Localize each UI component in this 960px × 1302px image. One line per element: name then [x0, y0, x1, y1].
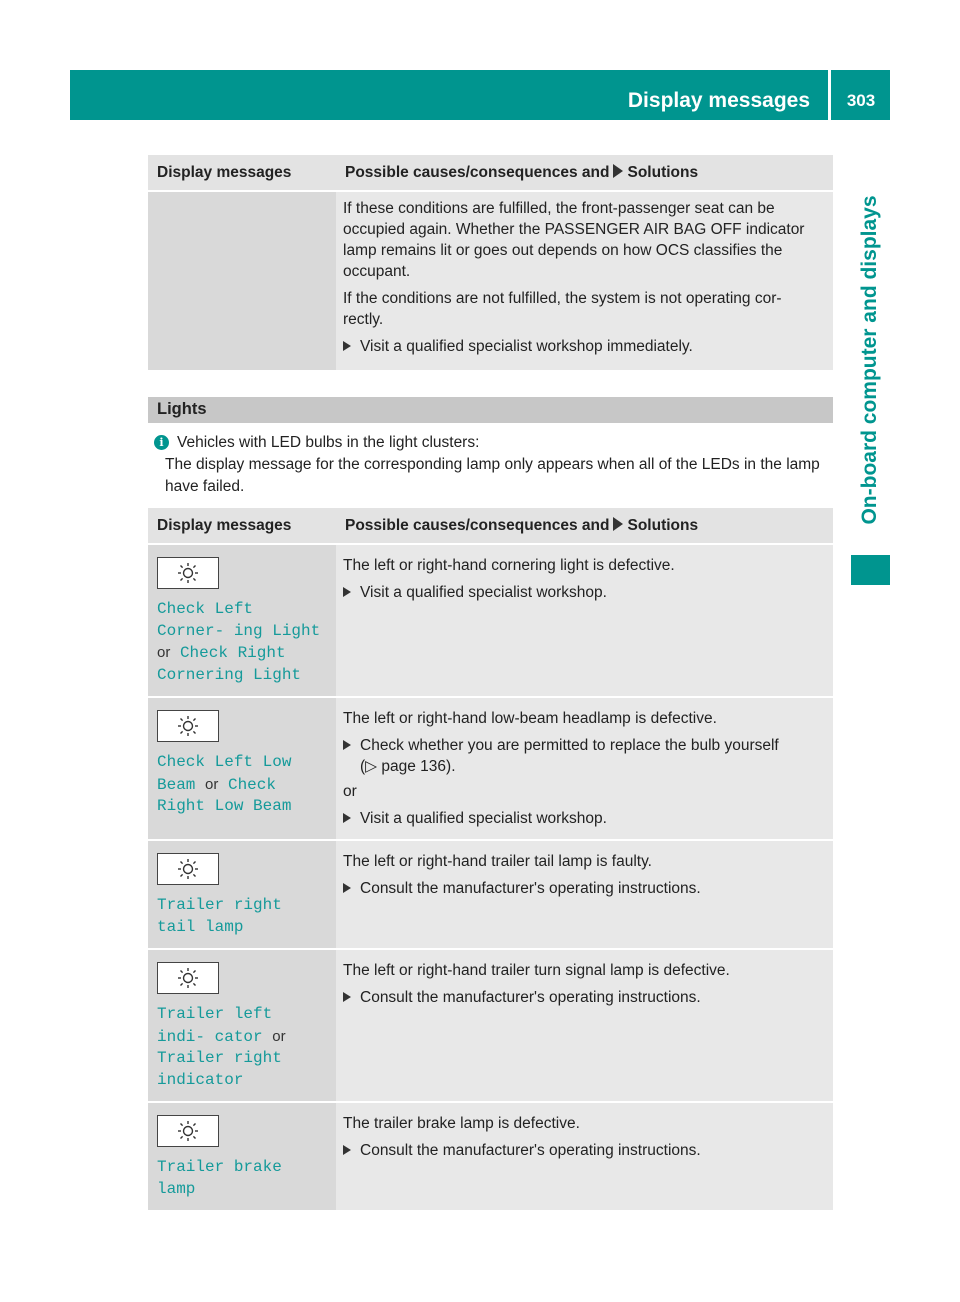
causes-cell [336, 840, 833, 949]
cause-text: The left or right-hand trailer turn signal lamp is defective. [343, 962, 730, 979]
bulb-icon [157, 557, 219, 589]
note-line: The display message for the corresponding lamp only appears when all of the LEDs in the lamp have failed. [165, 456, 820, 495]
display-cell [148, 1102, 336, 1211]
table-header-row [148, 155, 833, 191]
header-title: Display messages [627, 89, 810, 112]
display-cell [148, 697, 336, 840]
header-separator [828, 70, 831, 120]
display-message: Check Left Corner- ing Light or Check Right Cornering Light [157, 600, 321, 684]
display-cell [148, 840, 336, 949]
table-header-row [148, 508, 833, 544]
table-row [148, 191, 833, 371]
lights-table [148, 508, 833, 1212]
display-message: Trailer right tail lamp [157, 896, 282, 936]
table-row [148, 949, 833, 1102]
display-message: Trailer brake lamp [157, 1158, 282, 1198]
solution-step: Check whether you are permitted to replace the bulb yourself (▷ page 136). [343, 735, 826, 777]
display-message: Trailer left indi- cator or Trailer right indicator [157, 1005, 286, 1089]
solution-step: Consult the manufacturer's operating instructions. [343, 1140, 826, 1161]
solution-step: Visit a qualified specialist workshop. [343, 808, 826, 829]
section-heading-bar [148, 397, 833, 423]
display-message: Check Left Low Beam or Check Right Low Beam [157, 753, 292, 815]
table-row [148, 544, 833, 697]
solution-step: Consult the manufacturer's operating instructions. [343, 878, 826, 899]
cause-text: The left or right-hand low-beam headlamp is defective. [343, 710, 717, 727]
or-text: or [343, 783, 357, 800]
solution-step: Visit a qualified specialist workshop. [343, 582, 826, 603]
col-header-causes: Possible causes/consequences and Solutions [336, 508, 833, 544]
table-row [148, 697, 833, 840]
col-header-causes: Possible causes/consequences and Solutions [336, 155, 833, 191]
solution-step: Visit a qualified specialist workshop immediately. [343, 336, 826, 357]
display-cell [148, 544, 336, 697]
table-row [148, 840, 833, 949]
bulb-icon [157, 962, 219, 994]
causes-cell [336, 191, 833, 371]
bulb-icon [157, 710, 219, 742]
causes-cell [336, 949, 833, 1102]
solutions-arrow-icon [613, 164, 623, 178]
side-chapter-text: On-board computer and displays [858, 195, 881, 525]
text-paragraph: If these conditions are fulfilled, the front-passenger seat can be occupied again. Whether the PASSENGER AIR BAG OFF indicator lamp remains lit or goes out depends on how OCS classifies the occupant. [343, 200, 805, 280]
cause-text: The left or right-hand trailer tail lamp is faulty. [343, 853, 652, 870]
col-header-display: Display messages [148, 508, 336, 544]
note-line: Vehicles with LED bulbs in the light clusters: [177, 434, 480, 451]
page-header [70, 70, 890, 120]
solutions-arrow-icon [613, 517, 623, 531]
text-paragraph: If the conditions are not fulfilled, the system is not operating cor- rectly. [343, 290, 782, 328]
table-row [148, 1102, 833, 1211]
causes-cell [336, 1102, 833, 1211]
cause-text: The left or right-hand cornering light is defective. [343, 557, 675, 574]
page-reference: (▷ page 136). [360, 758, 456, 775]
causes-cell [336, 544, 833, 697]
causes-cell [336, 697, 833, 840]
empty-display-cell [148, 191, 336, 371]
display-cell [148, 949, 336, 1102]
solution-step: Consult the manufacturer's operating instructions. [343, 987, 826, 1008]
side-tab-marker [851, 555, 890, 585]
bulb-icon [157, 1115, 219, 1147]
info-note [148, 432, 838, 498]
page-number: 303 [846, 91, 876, 110]
section-title: Lights [157, 400, 207, 418]
cause-text: The trailer brake lamp is defective. [343, 1115, 580, 1132]
side-chapter-label [851, 170, 889, 550]
info-icon: i [154, 435, 169, 450]
col-header-display: Display messages [148, 155, 336, 191]
top-table [148, 155, 833, 372]
bulb-icon [157, 853, 219, 885]
